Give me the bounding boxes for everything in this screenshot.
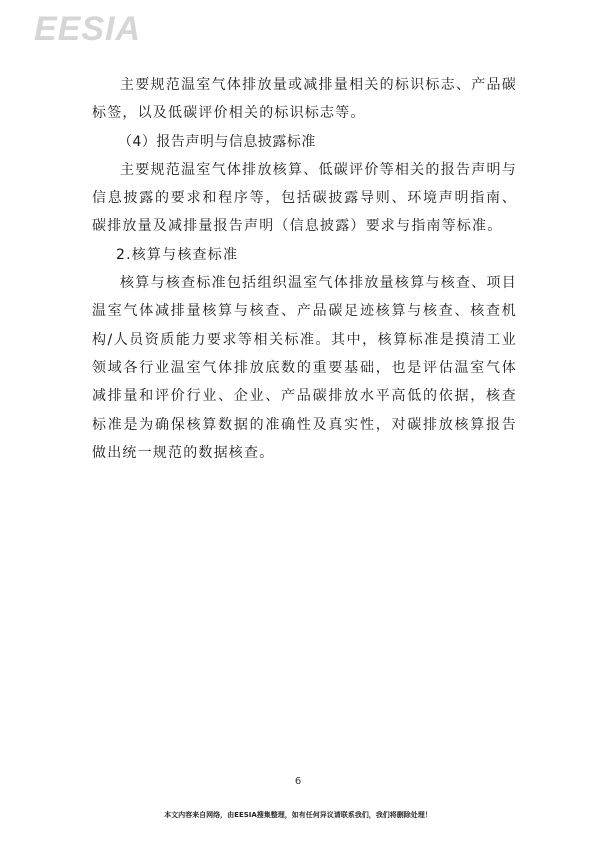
eesia-logo: EESIA [34, 10, 142, 48]
section-heading-report-disclosure: （4）报告声明与信息披露标准 [118, 133, 316, 150]
page-number: 6 [294, 776, 302, 787]
footer-disclaimer: 本文内容来自网络，由EESIA搜集整理，如有任何异议请联系我们，我们将删除处理！ [164, 811, 432, 819]
paragraph-accounting-verification: 核算与核查标准包括组织温室气体排放量核算与核查、项目温室气体减排量核算与核查、产品碳足迹核算与核查、核查机构/人员资质能力要求等相关标准。其中，核算标准是摸清工业领域各行业温室气体排放底数的重要基础，也是评估温室气体减排量和评价行业、企业、产品碳排放水平高低的依据，核查标准是为确保核算数据的准确性及真实性，对碳排放核算报告做出统一规范的数据核查。 [92, 275, 517, 461]
paragraph-product-labels: 主要规范温室气体排放量或减排量相关的标识标志、产品碳标签，以及低碳评价相关的标识标志等。 [92, 77, 517, 122]
section-heading-accounting-verification: 2.核算与核查标准 [116, 246, 239, 263]
paragraph-report-disclosure: 主要规范温室气体排放核算、低碳评价等相关的报告声明与信息披露的要求和程序等，包括碳披露导则、环境声明指南、碳排放量及减排量报告声明（信息披露）要求与指南等标准。 [92, 161, 517, 235]
document-body [92, 71, 517, 467]
